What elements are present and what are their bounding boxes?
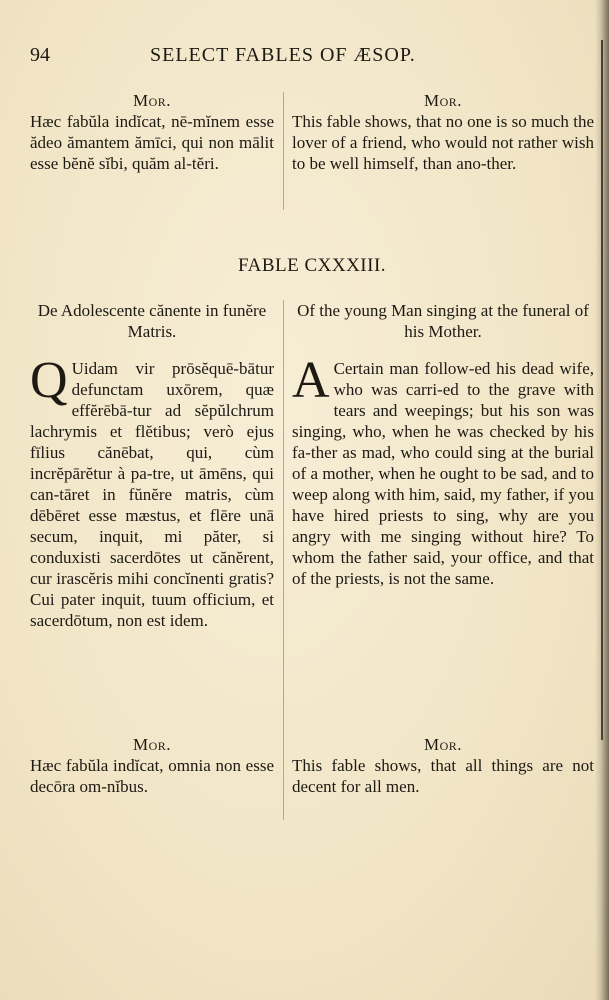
bottom-moral-latin	[30, 734, 274, 797]
binding-edge-line	[601, 40, 603, 740]
english-heading: Of the young Man singing at the funeral of his Mother.	[297, 301, 589, 341]
top-moral-english	[292, 90, 594, 174]
latin-body	[30, 352, 274, 631]
moral-label: Mor.	[423, 735, 463, 754]
top-moral-latin	[30, 90, 274, 174]
moral-label: Mor.	[132, 91, 172, 110]
page-number: 94	[30, 44, 50, 66]
column-divider	[283, 92, 284, 210]
bottom-moral-english	[292, 734, 594, 797]
running-title: SELECT FABLES OF ÆSOP.	[150, 44, 416, 66]
moral-text: Hæc fabŭla indĭcat, nē-mĭnem esse ădeo ămantem ămīci, qui non mālit esse bĕnĕ sĭbi, quăm al-tĕri.	[30, 112, 274, 173]
moral-text: This fable shows, that no one is so much the lover of a friend, who would not rather wish to be well himself, than ano-ther.	[292, 112, 594, 173]
latin-heading: De Adolescente cănente in funĕre Matris.	[37, 301, 267, 341]
moral-text: This fable shows, that all things are not decent for all men.	[292, 756, 594, 796]
moral-text: Hæc fabŭla indĭcat, omnia non esse decōra om-nĭbus.	[30, 756, 274, 796]
fable-title: FABLE CXXXIII.	[237, 255, 387, 276]
english-body	[292, 352, 594, 589]
moral-label: Mor.	[132, 735, 172, 754]
column-divider	[283, 300, 284, 820]
page-header	[30, 44, 569, 74]
english-body-text: Certain man follow-ed his dead wife, who was carri-ed to the grave with tears and weepings; but his son was singing, who, when he was checked by his fa-ther as mad, who could sing at the burial of a mother, when he ought to be sad, and to weep along with him, said, my father, if you have hired priests to sing, why are you angry with me singing without hire? To whom the father said, your office, and that of the priests, is not the same.	[292, 359, 594, 588]
drop-cap: Q	[30, 352, 68, 409]
moral-label: Mor.	[423, 91, 463, 110]
drop-cap: A	[292, 352, 330, 409]
latin-body-text: Uidam vir prōsĕquē-bātur defunctam uxōrem, quæ effĕrēbā-tur ad sĕpŭlchrum lachrymis et flĕtibus; verò ejus fīlius cănēbat, qui, cùm incrĕpārĕtur à pa-tre, ut āmēns, qui can-tāret in fŭnĕre matris, cùm dēbēret esse mæstus, et flēre unā secum, inquit, mi păter, si conduxisti sacerdōtes ut cănĕrent, cur irascĕris mihi concĭnenti gratis? Cui pater inquit, tuum officium, et sacerdōtum, non est idem.	[30, 359, 274, 630]
